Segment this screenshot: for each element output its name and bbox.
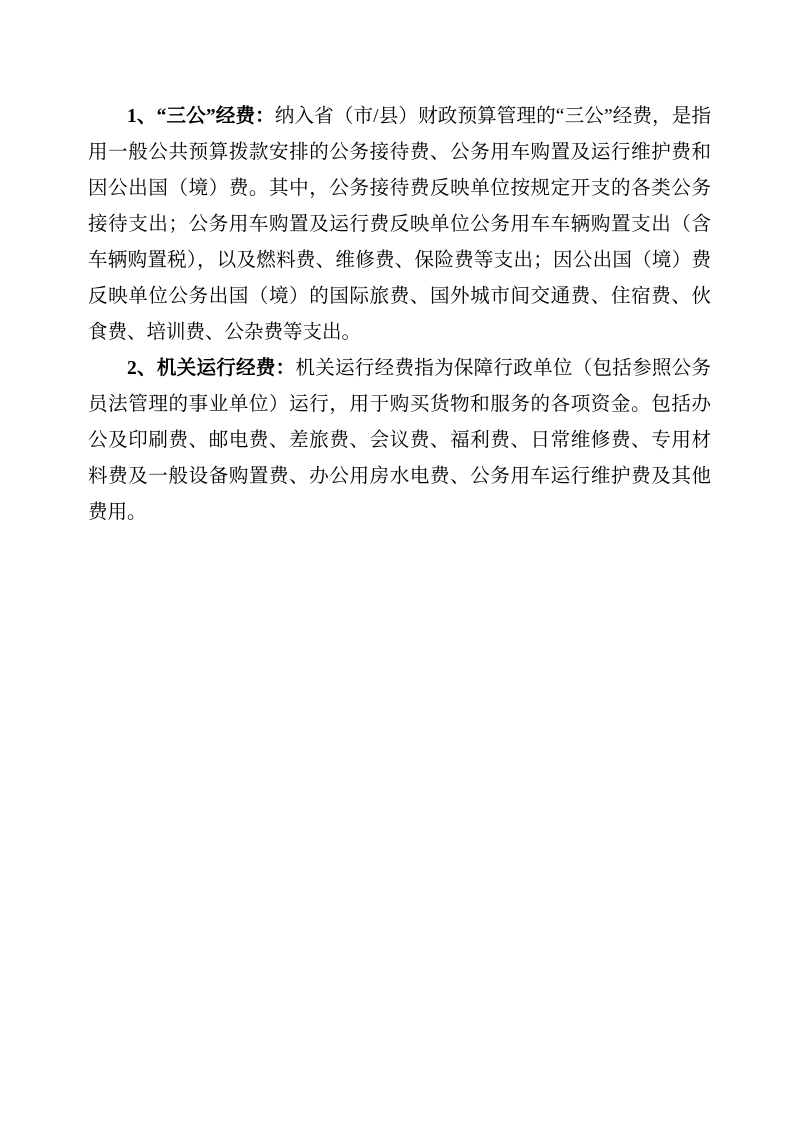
paragraph-agency-operating-funds [88, 351, 711, 531]
paragraph-lead: 2、机关运行经费： [127, 358, 296, 379]
paragraph-body: 纳入省（市/县）财政预算管理的“三公”经费，是指用一般公共预算拨款安排的公务接待费、公务用车购置及运行维护费和因公出国（境）费。其中，公务接待费反映单位按规定开支的各类公务接待支出；公务用车购置及运行费反映单位公务用车车辆购置支出（含车辆购置税），以及燃料费、维修费、保险费等支出；因公出国（境）费反映单位公务出国（境）的国际旅费、国外城市间交通费、住宿费、伙食费、培训费、公杂费等支出。 [88, 106, 711, 343]
document-body [88, 99, 711, 531]
paragraph-sangong-expenses [88, 99, 711, 351]
paragraph-lead: 1、“三公”经费： [127, 106, 275, 127]
paragraph-body: 机关运行经费指为保障行政单位（包括参照公务员法管理的事业单位）运行，用于购买货物和服务的各项资金。包括办公及印刷费、邮电费、差旅费、会议费、福利费、日常维修费、专用材料费及一般设备购置费、办公用房水电费、公务用车运行维护费及其他费用。 [88, 358, 711, 523]
